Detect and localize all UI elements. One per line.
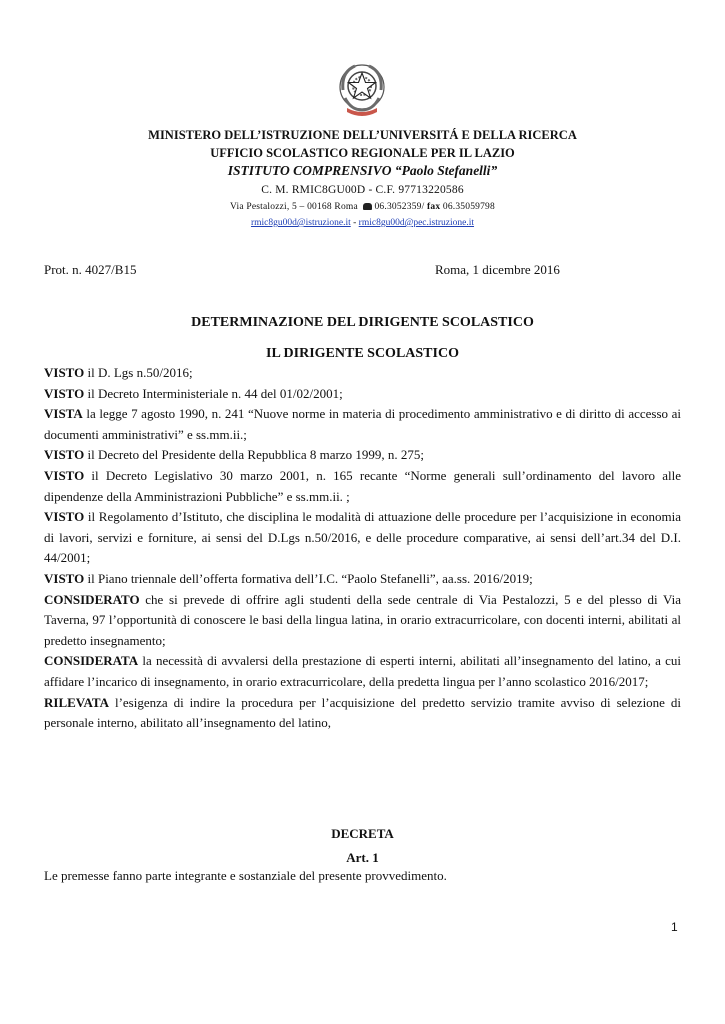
decree-heading: DECRETA xyxy=(331,826,394,841)
institute-contacts xyxy=(0,199,725,215)
premise-text: il Piano triennale dell’offerta formativa dell’I.C. “Paolo Stefanelli”, aa.ss. 2016/2019; xyxy=(84,570,533,586)
premise-label: VISTO xyxy=(44,570,85,586)
premises-list xyxy=(44,363,681,734)
premise-label: VISTO xyxy=(44,509,85,525)
pec-email-link[interactable]: rmic8gu00d@pec.istruzione.it xyxy=(358,218,475,228)
premise-label: CONSIDERATA xyxy=(44,653,139,669)
premise-text: il D. Lgs n.50/2016; xyxy=(84,365,193,380)
premise-label: VISTO xyxy=(44,385,85,401)
document-date: Roma, 1 dicembre 2016 xyxy=(435,262,560,277)
address: Via Pestalozzi, 5 – 00168 Roma xyxy=(230,202,358,212)
premise-item xyxy=(44,693,681,734)
document-subtitle: IL DIRIGENTE SCOLASTICO xyxy=(266,346,459,361)
premise-text: il Regolamento d’Istituto, che disciplina le modalità di attuazione delle procedure per l’acquisizione in economia di lavori, servizi e forniture, ai sensi del D.Lgs n.50/2016, e delle procedure comparative, ai sensi dell’art.34 del D.I. 44/2001; xyxy=(44,509,681,566)
email-separator: - xyxy=(350,218,359,228)
premise-text: l’esigenza di indire la procedura per l’acquisizione del predetto servizio tramite avviso di selezione di personale interno, abilitato all’insegnamento del latino, xyxy=(44,694,681,731)
premise-item xyxy=(44,445,681,466)
article-text: Le premesse fanno parte integrante e sostanziale del presente provvedimento. xyxy=(44,868,447,883)
premise-text: la legge 7 agosto 1990, n. 241 “Nuove norme in materia di procedimento amministrativo e di diritto di accesso ai documenti amministrativi” e ss.mm.ii.; xyxy=(44,406,681,442)
premise-label: VISTO xyxy=(44,467,85,483)
premise-item xyxy=(44,384,681,405)
premise-label: VISTA xyxy=(44,406,83,422)
email-link[interactable]: rmic8gu00d@istruzione.it xyxy=(250,218,351,228)
fax-number: 06.35059798 xyxy=(442,202,495,212)
ministry-name: MINISTERO DELL’ISTRUZIONE DELL’UNIVERSITÁ E DELLA RICERCA xyxy=(148,128,577,142)
protocol-number: Prot. n. 4027/B15 xyxy=(44,262,137,277)
premise-item xyxy=(44,363,681,384)
phone-icon xyxy=(363,203,372,210)
premise-label: RILEVATA xyxy=(44,694,110,710)
premise-text: il Decreto del Presidente della Repubblica 8 marzo 1999, n. 275; xyxy=(84,447,424,463)
premise-item xyxy=(44,466,681,507)
premise-label: VISTO xyxy=(44,447,85,463)
document-title: DETERMINAZIONE DEL DIRIGENTE SCOLASTICO xyxy=(191,315,534,330)
regional-office: UFFICIO SCOLASTICO REGIONALE PER IL LAZIO xyxy=(210,146,515,160)
premise-text: il Decreto Legislativo 30 marzo 2001, n. 165 recante “Norme generali sull’ordinamento del lavoro alle dipendenze della Amministrazioni Pubbliche” e ss.mm.ii. ; xyxy=(44,467,681,504)
phone-number: 06.3052359/ xyxy=(374,202,425,212)
institute-name: ISTITUTO COMPRENSIVO “Paolo Stefanelli” xyxy=(227,163,498,178)
italian-republic-emblem-icon xyxy=(337,60,387,120)
premise-item xyxy=(44,507,681,569)
fax-label: fax xyxy=(427,202,441,212)
email-line xyxy=(0,215,725,231)
premise-item xyxy=(44,590,681,652)
premise-label: CONSIDERATO xyxy=(44,591,140,607)
premise-label: VISTO xyxy=(44,365,85,380)
page-number: 1 xyxy=(671,920,678,934)
premise-item xyxy=(44,651,681,692)
premise-text: il Decreto Interministeriale n. 44 del 01/02/2001; xyxy=(84,385,343,401)
premise-text: la necessità di avvalersi della prestazione di esperti interni, abilitati all’insegnamento del latino, a cui affidare l’incarico di insegnamento, in orario extracurricolare, della predetta lingua per l’anno scolastico 2016/2017; xyxy=(44,653,681,689)
premise-text: che si prevede di offrire agli studenti della sede centrale di Via Pestalozzi, 5 e del plesso di Via Taverna, 97 l’opportunità di conoscere le basi della lingua latina, in orario extracurricolare, con docenti interni, abilitati al predetto insegnamento; xyxy=(44,591,681,648)
article-heading: Art. 1 xyxy=(346,850,379,865)
premise-item xyxy=(44,569,681,590)
institute-codes: C. M. RMIC8GU00D - C.F. 97713220586 xyxy=(261,184,464,196)
premise-item xyxy=(44,404,681,445)
